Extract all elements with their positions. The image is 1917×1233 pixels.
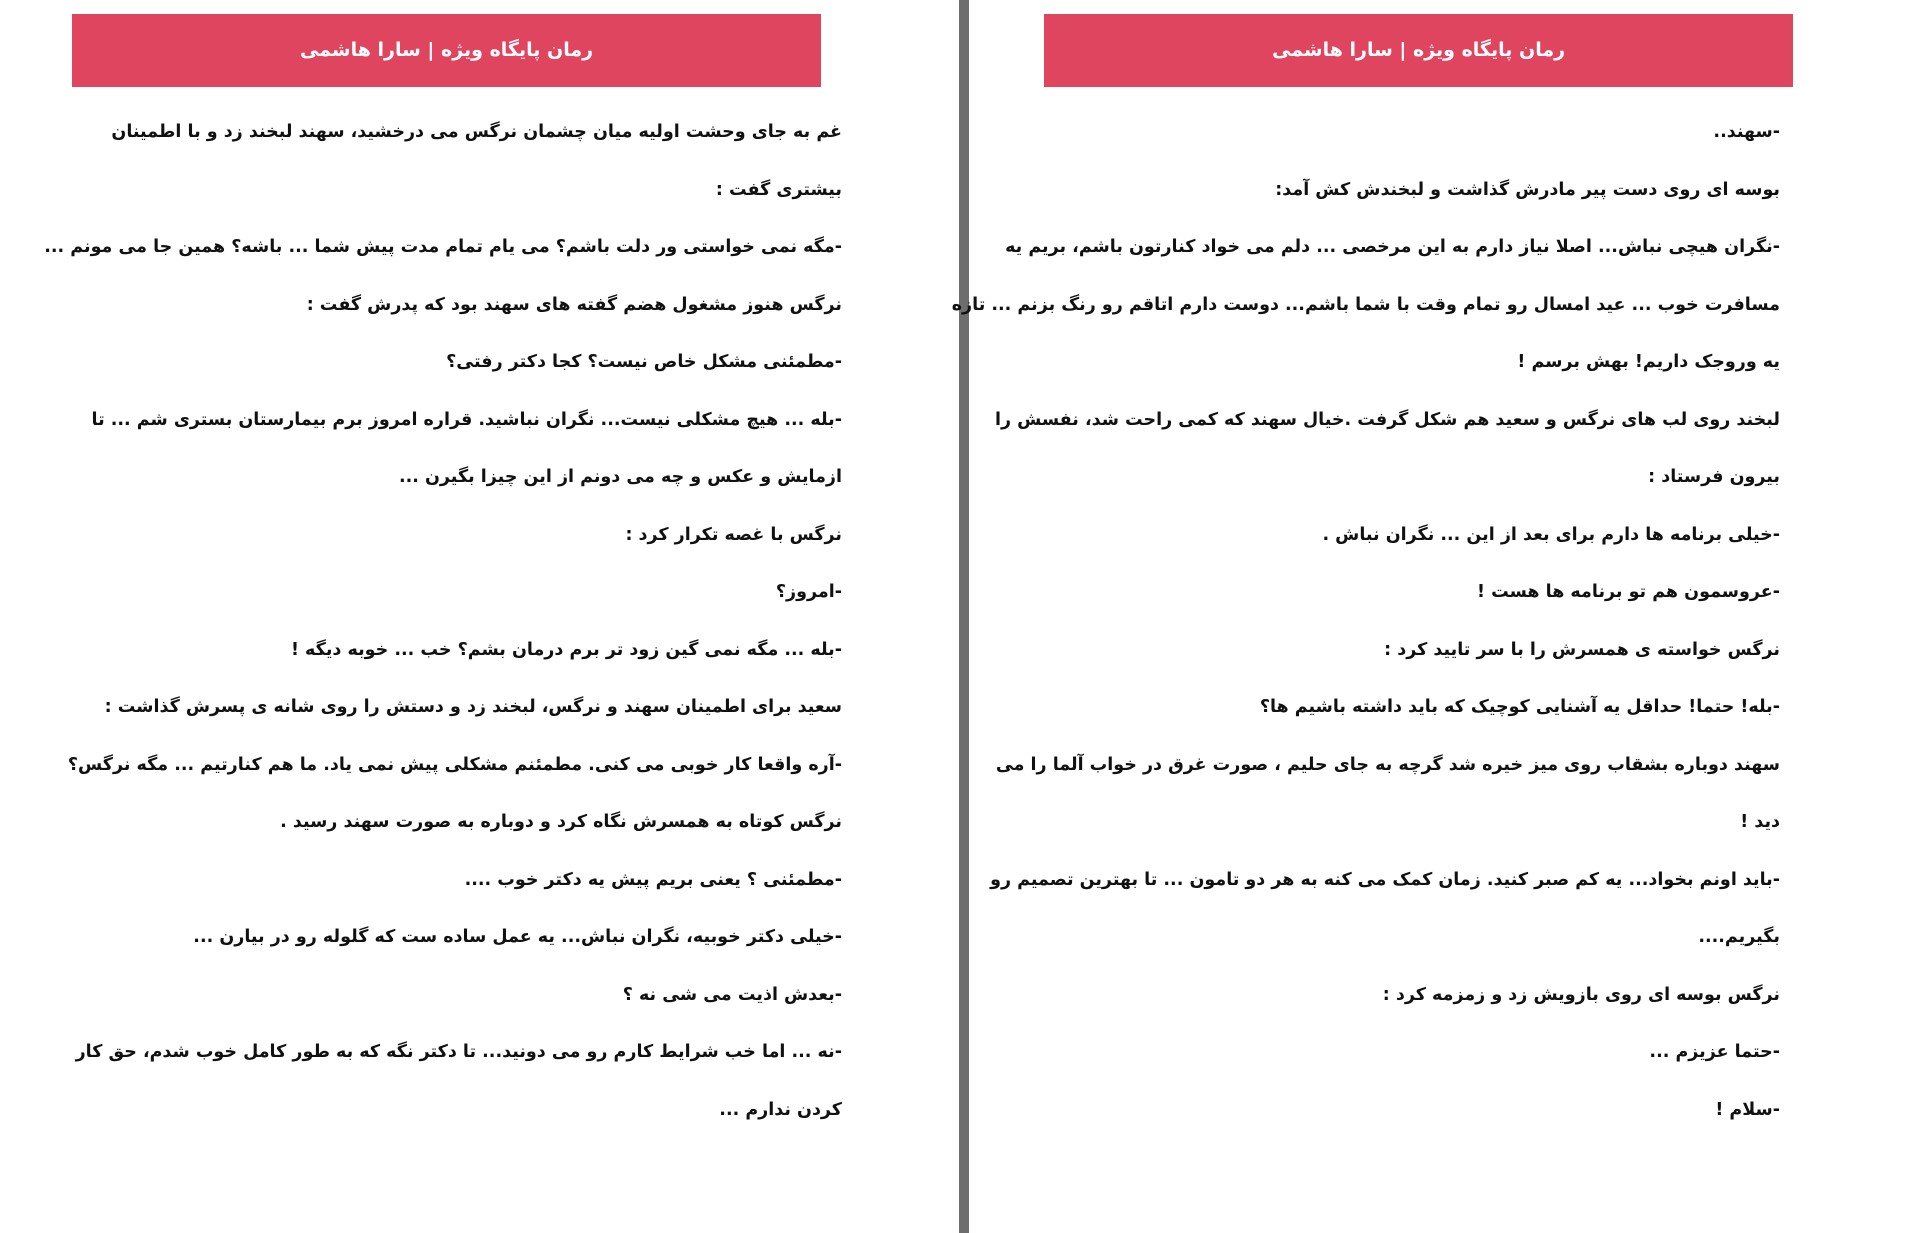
text-line: -خیلی برنامه ها دارم برای بعد از این ... نگران نباش . bbox=[1322, 524, 1780, 545]
page-header-banner bbox=[72, 14, 821, 87]
page-header-banner bbox=[1044, 14, 1793, 87]
text-line: بیشتری گفت : bbox=[715, 179, 842, 200]
text-line: -آره واقعا کار خوبی می کنی. مطمئنم مشکلی پیش نمی یاد. ما هم کنارتیم ... مگه نرگس؟ bbox=[67, 754, 842, 775]
header-title: رمان پایگاه ویژه | سارا هاشمی bbox=[1271, 38, 1566, 61]
text-line: -مگه نمی خواستی ور دلت باشم؟ می یام تمام مدت پیش شما ... باشه؟ همین جا می مونم ... bbox=[44, 237, 842, 257]
text-line: -بله ... هیچ مشکلی نیست... نگران نباشید. قراره امروز برم بیمارستان بستری شم ... تا bbox=[91, 409, 842, 430]
text-line: -عروسمون هم تو برنامه ها هست ! bbox=[1477, 582, 1780, 602]
text-line: -مطمئنی مشکل خاص نیست؟ کجا دکتر رفتی؟ bbox=[446, 352, 842, 372]
text-line: نرگس کوتاه به همسرش نگاه کرد و دوباره به صورت سهند رسید . bbox=[280, 812, 842, 832]
text-line: -حتما عزیزم ... bbox=[1649, 1042, 1780, 1062]
page-body-text bbox=[951, 112, 1780, 1147]
text-line: بوسه ای روی دست پیر مادرش گذاشت و لبخندش کش آمد: bbox=[1275, 179, 1780, 200]
text-line: نرگس بوسه ای روی بازویش زد و زمزمه کرد : bbox=[1382, 984, 1780, 1005]
text-line: دید ! bbox=[1740, 812, 1780, 832]
text-line: بیرون فرستاد : bbox=[1648, 467, 1780, 487]
text-line: -مطمئنی ؟ یعنی بریم پیش یه دکتر خوب .... bbox=[464, 869, 842, 890]
text-line: مسافرت خوب ... عید امسال رو تمام وقت با شما باشم... دوست دارم اتاقم رو رنگ بزنم ... تازه bbox=[951, 294, 1780, 315]
page-right bbox=[951, 0, 1917, 1233]
page-divider bbox=[959, 0, 969, 1233]
text-line: -نه ... اما خب شرایط کارم رو می دونید... تا دکتر نگه که به طور کامل خوب شدم، حق کار bbox=[75, 1042, 842, 1062]
text-line: سهند دوباره بشقاب روی میز خیره شد گرچه به جای حلیم ، صورت غرق در خواب آلما را می bbox=[995, 754, 1780, 775]
text-line: نرگس با غصه تکرار کرد : bbox=[625, 524, 842, 545]
page-body-text bbox=[44, 112, 842, 1147]
text-line: نرگس خواسته ی همسرش را با سر تایید کرد : bbox=[1384, 639, 1780, 660]
text-line: غم به جای وحشت اولیه میان چشمان نرگس می درخشید، سهند لبخند زد و با اطمینان bbox=[111, 122, 842, 142]
text-line: کردن ندارم ... bbox=[719, 1099, 842, 1120]
text-line: -بله ... مگه نمی گین زود تر برم درمان بشم؟ خب ... خوبه دیگه ! bbox=[290, 639, 842, 660]
text-line: -سلام ! bbox=[1715, 1099, 1780, 1120]
text-line: -بعدش اذیت می شی نه ؟ bbox=[622, 984, 842, 1005]
text-line: -امروز؟ bbox=[775, 582, 842, 602]
text-line: -باید اونم بخواد... یه کم صبر کنید. زمان کمک می کنه به هر دو تامون ... تا بهترین تصمیم رو bbox=[990, 869, 1780, 890]
text-line: بگیریم.... bbox=[1698, 927, 1780, 947]
text-line: -بله! حتما! حداقل یه آشنایی کوچیک که باید داشته باشیم ها؟ bbox=[1259, 697, 1780, 717]
text-line: -سهند.. bbox=[1713, 122, 1780, 142]
text-line: ازمایش و عکس و چه می دونم از این چیزا بگیرن ... bbox=[398, 467, 842, 487]
text-line: -خیلی دکتر خوبیه، نگران نباش... یه عمل ساده ست که گلوله رو در بیارن ... bbox=[193, 927, 842, 947]
header-title: رمان پایگاه ویژه | سارا هاشمی bbox=[299, 38, 594, 61]
text-line: -نگران هیچی نباش... اصلا نیاز دارم به این مرخصی ... دلم می خواد کنارتون باشم، بریم یه bbox=[1005, 237, 1780, 257]
text-line: سعید برای اطمینان سهند و نرگس، لبخند زد و دستش را روی شانه ی پسرش گذاشت : bbox=[104, 697, 842, 717]
text-line: یه وروجک داریم! بهش برسم ! bbox=[1517, 352, 1780, 372]
text-line: نرگس هنوز مشغول هضم گفته های سهند بود که پدرش گفت : bbox=[306, 294, 842, 315]
text-line: لبخند روی لب های نرگس و سعید هم شکل گرفت .خیال سهند که کمی راحت شد، نفسش را bbox=[994, 409, 1780, 430]
